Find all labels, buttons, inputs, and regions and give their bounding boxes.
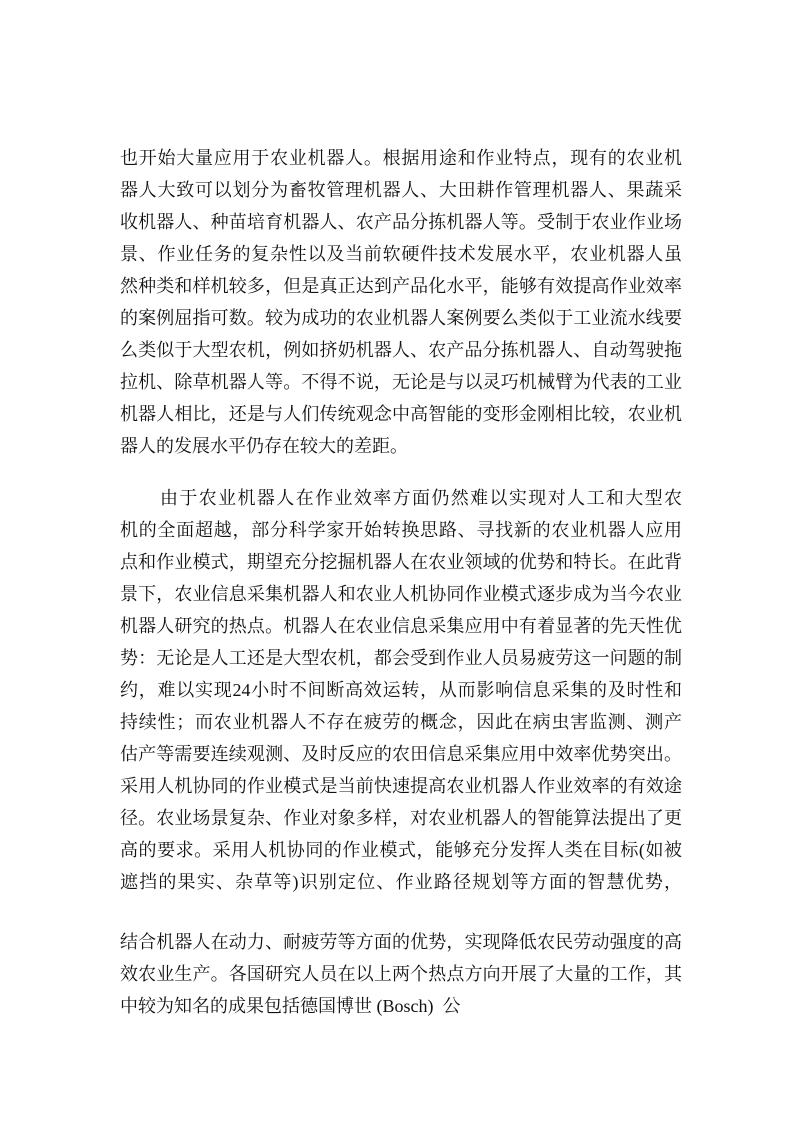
text-line: 机器人相比，还是与人们传统观念中高智能的变形金刚相比较，农业机 xyxy=(120,404,682,424)
text-line: 然种类和样机较多，但是真正达到产品化水平，能够有效提高作业效率 xyxy=(120,276,682,296)
paragraph-2 xyxy=(120,482,682,898)
text-line: 由于农业机器人在作业效率方面仍然难以实现对人工和大型农 xyxy=(160,488,682,508)
text-line: 点和作业模式，期望充分挖掘机器人在农业领域的优势和特长。在此背 xyxy=(120,552,682,572)
text-line: 也开始大量应用于农业机器人。根据用途和作业特点，现有的农业机 xyxy=(120,148,682,168)
text-line: 结合机器人在动力、耐疲劳等方面的优势，实现降低农民劳动强度的高 xyxy=(120,932,682,952)
text-line: 器人大致可以划分为畜牧管理机器人、大田耕作管理机器人、果蔬采 xyxy=(120,180,682,200)
text-line: 效农业生产。各国研究人员在以上两个热点方向开展了大量的工作，其 xyxy=(120,964,682,984)
text-line: 持续性；而农业机器人不存在疲劳的概念，因此在病虫害监测、测产 xyxy=(120,712,682,732)
text-line: 拉机、除草机器人等。不得不说，无论是与以灵巧机械臂为代表的工业 xyxy=(120,372,682,392)
text-line: 收机器人、种苗培育机器人、农产品分拣机器人等。受制于农业作业场 xyxy=(120,212,682,232)
text-line: 么类似于大型农机，例如挤奶机器人、农产品分拣机器人、自动驾驶拖 xyxy=(120,340,682,360)
text-line: 中较为知名的成果包括德国博世 (Bosch) 公 xyxy=(120,996,461,1016)
text-line: 遮挡的果实、杂草等)识别定位、作业路径规划等方面的智慧优势， xyxy=(120,872,682,892)
text-line: 景下，农业信息采集机器人和农业人机协同作业模式逐步成为当今农业 xyxy=(120,584,682,604)
text-line: 采用人机协同的作业模式是当前快速提高农业机器人作业效率的有效途 xyxy=(120,776,682,796)
paragraph-3 xyxy=(120,926,682,1022)
text-line: 估产等需要连续观测、及时反应的农田信息采集应用中效率优势突出。 xyxy=(120,744,682,764)
text-line: 径。农业场景复杂、作业对象多样，对农业机器人的智能算法提出了更 xyxy=(120,808,682,828)
text-line: 景、作业任务的复杂性以及当前软硬件技术发展水平，农业机器人虽 xyxy=(120,244,682,264)
document-page xyxy=(120,142,682,1022)
text-line: 高的要求。采用人机协同的作业模式，能够充分发挥人类在目标(如被 xyxy=(120,840,682,860)
text-line: 的案例屈指可数。较为成功的农业机器人案例要么类似于工业流水线要 xyxy=(120,308,682,328)
paragraph-1 xyxy=(120,142,682,462)
text-line: 机器人研究的热点。机器人在农业信息采集应用中有着显著的先天性优 xyxy=(120,616,682,636)
text-line: 器人的发展水平仍存在较大的差距。 xyxy=(120,436,408,456)
text-line: 机的全面超越，部分科学家开始转换思路、寻找新的农业机器人应用 xyxy=(120,520,682,540)
text-line: 约，难以实现24小时不间断高效运转，从而影响信息采集的及时性和 xyxy=(120,680,682,700)
text-line: 势：无论是人工还是大型农机，都会受到作业人员易疲劳这一问题的制 xyxy=(120,648,682,668)
